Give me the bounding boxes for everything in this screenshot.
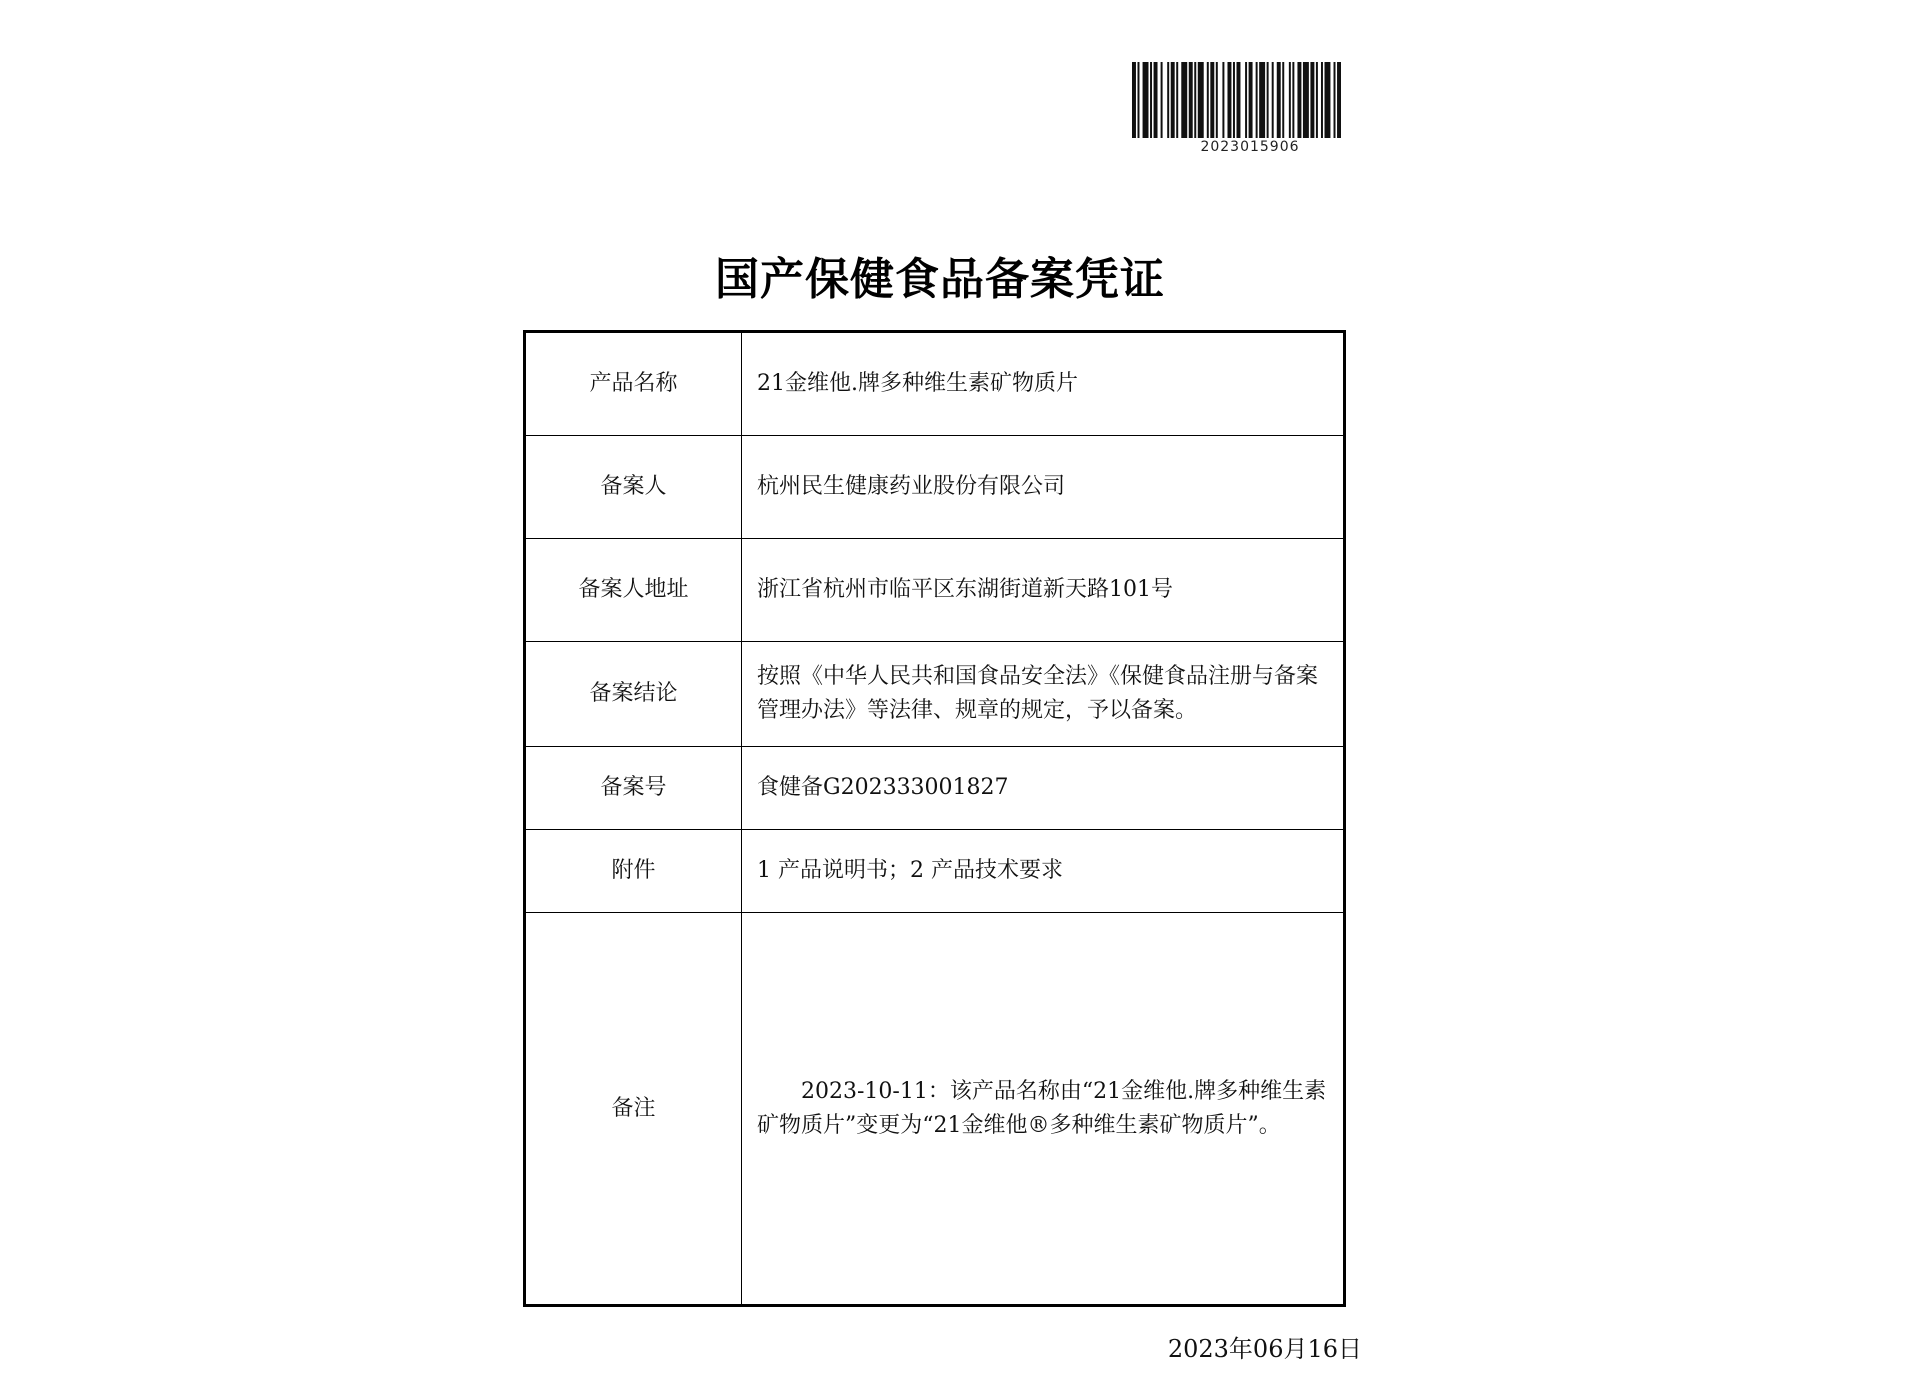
record-table <box>523 330 1346 1307</box>
barcode-bar <box>1171 62 1175 138</box>
barcode-bar <box>1303 62 1309 138</box>
barcode-bar <box>1207 62 1209 138</box>
barcode-bar <box>1237 62 1241 138</box>
barcode-bars <box>1130 62 1370 138</box>
barcode-bar <box>1277 62 1281 138</box>
barcode-bar <box>1259 62 1265 138</box>
barcode-bar <box>1325 62 1331 138</box>
barcode-bar <box>1337 62 1341 138</box>
barcode-bar <box>1334 62 1336 138</box>
barcode <box>1130 62 1370 158</box>
label-filer-address: 备案人地址 <box>526 539 742 642</box>
barcode-bar <box>1321 62 1323 138</box>
value-filing-number: 食健备G202333001827 <box>742 747 1343 830</box>
barcode-bar <box>1143 62 1149 138</box>
barcode-bar <box>1138 62 1140 138</box>
label-filer: 备案人 <box>526 436 742 539</box>
barcode-number: 2023015906 <box>1200 139 1300 155</box>
barcode-bar <box>1198 62 1204 138</box>
value-product-name: 21金维他.牌多种维生素矿物质片 <box>742 333 1343 436</box>
issue-date: 2023年06月16日 <box>1167 1335 1362 1363</box>
barcode-bar <box>1194 62 1196 138</box>
barcode-bar <box>1132 62 1136 138</box>
barcode-bar <box>1210 62 1214 138</box>
barcode-bar <box>1227 62 1231 138</box>
barcode-bar <box>1150 62 1152 138</box>
value-attachments: 1 产品说明书；2 产品技术要求 <box>742 830 1343 913</box>
barcode-bar <box>1289 62 1291 138</box>
value-remarks <box>742 913 1343 1304</box>
barcode-bar <box>1233 62 1235 138</box>
label-attachments: 附件 <box>526 830 742 913</box>
barcode-bar <box>1256 62 1258 138</box>
barcode-bar <box>1272 62 1274 138</box>
barcode-bar <box>1216 62 1218 138</box>
barcode-bar <box>1167 62 1169 138</box>
barcode-bar <box>1176 62 1178 138</box>
barcode-bar <box>1282 62 1284 138</box>
value-filer-address: 浙江省杭州市临平区东湖街道新天路101号 <box>742 539 1343 642</box>
barcode-bar <box>1154 62 1158 138</box>
barcode-bar <box>1245 62 1247 138</box>
barcode-bar <box>1161 62 1163 138</box>
barcode-bar <box>1297 62 1301 138</box>
label-remarks: 备注 <box>526 913 742 1304</box>
remarks-text: 2023-10-11：该产品名称由“21金维他.牌多种维生素矿物质片”变更为“21金维他®多种维生素矿物质片”。 <box>757 1078 1327 1138</box>
value-filer: 杭州民生健康药业股份有限公司 <box>742 436 1343 539</box>
label-product-name: 产品名称 <box>526 333 742 436</box>
value-filing-conclusion: 按照《中华人民共和国食品安全法》《保健食品注册与备案管理办法》等法律、规章的规定，予以备案。 <box>742 642 1343 747</box>
barcode-bar <box>1181 62 1187 138</box>
barcode-bar <box>1249 62 1253 138</box>
document-title: 国产保健食品备案凭证 <box>715 254 1165 305</box>
barcode-bar <box>1316 62 1318 138</box>
barcode-bar <box>1292 62 1294 138</box>
label-filing-conclusion: 备案结论 <box>526 642 742 747</box>
barcode-bar <box>1222 62 1224 138</box>
barcode-bar <box>1310 62 1314 138</box>
barcode-bar <box>1267 62 1269 138</box>
barcode-bar <box>1189 62 1193 138</box>
label-filing-number: 备案号 <box>526 747 742 830</box>
